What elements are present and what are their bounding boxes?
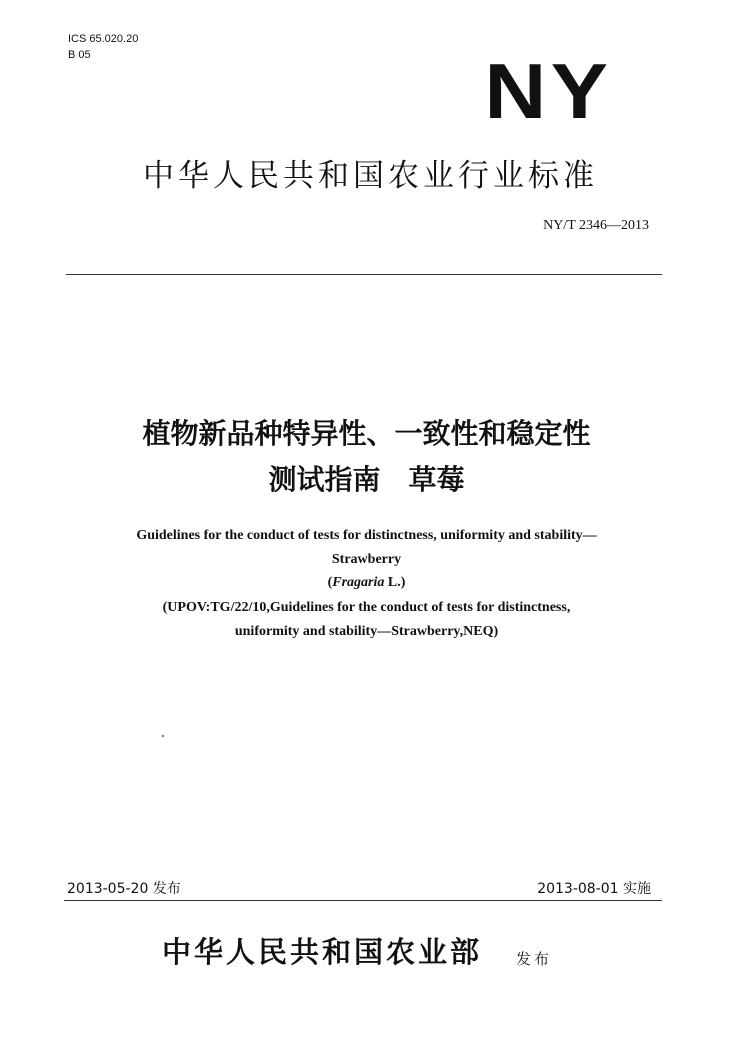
upov-reference-line-1: (UPOV:TG/22/10,Guidelines for the conduct of tests for distinctness,: [162, 600, 571, 615]
speck: [162, 735, 164, 737]
chinese-title-line-1: 植物新品种特异性、一致性和稳定性: [142, 417, 591, 450]
organization-title: 中华人民共和国农业行业标准: [143, 158, 598, 194]
botanical-name-rest: L.): [384, 575, 406, 590]
upov-reference-line-2: uniformity and stability—Strawberry,NEQ): [234, 624, 499, 639]
english-title-line-2: Strawberry: [331, 552, 402, 567]
ny-logo: NY: [484, 47, 612, 135]
publish-label: 发布: [516, 950, 553, 968]
issue-date: 2013-05-20 发布: [67, 881, 181, 897]
botanical-genus: Fragaria: [332, 575, 385, 590]
publisher: 中华人民共和国农业部: [162, 935, 483, 969]
ccs-code: B 05: [68, 49, 91, 61]
ics-code: ICS 65.020.20: [68, 33, 139, 45]
bottom-divider: [64, 900, 662, 901]
english-title-line-1: Guidelines for the conduct of tests for distinctness, uniformity and stability—: [136, 528, 597, 543]
implementation-date: 2013-08-01 实施: [537, 881, 651, 897]
botanical-name: [40, 571, 693, 595]
top-divider: [66, 274, 662, 275]
chinese-title-line-2: 测试指南 草莓: [268, 463, 465, 496]
standard-number: NY/T 2346—2013: [543, 218, 649, 233]
botanical-name-open: (: [327, 575, 333, 590]
